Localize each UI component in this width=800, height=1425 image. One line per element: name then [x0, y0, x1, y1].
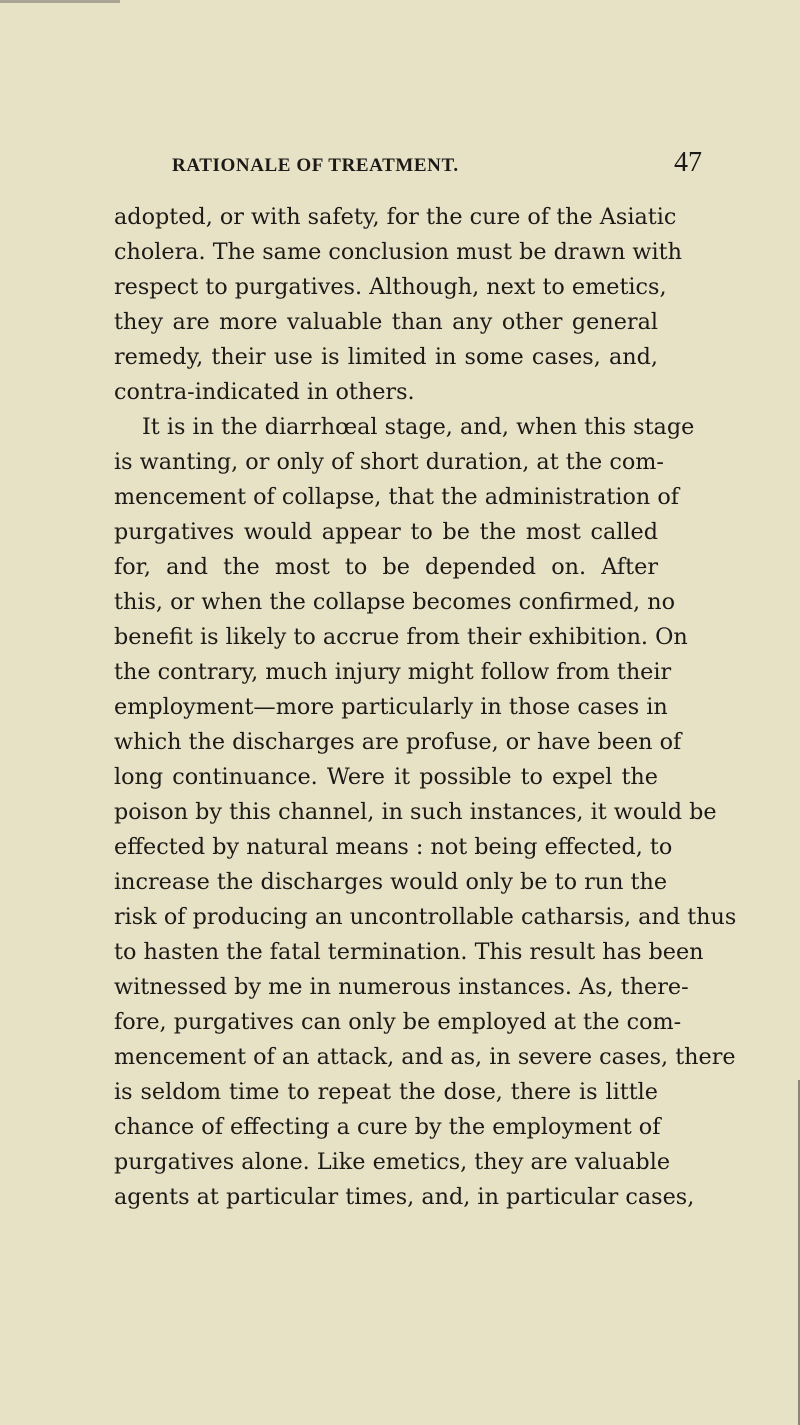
text-line: purgatives would appear to be the most called	[114, 519, 658, 545]
text-line: contra-indicated in others.	[114, 379, 415, 405]
text-line: agents at particular times, and, in particular cases,	[114, 1184, 695, 1210]
text-line: is wanting, or only of short duration, at the com-	[114, 449, 664, 475]
paragraph-2	[114, 410, 737, 1215]
text-line: benefit is likely to accrue from their exhibition. On	[114, 624, 688, 650]
text-line: cholera. The same conclusion must be drawn with	[114, 239, 682, 265]
text-line: adopted, or with safety, for the cure of the Asiatic	[114, 204, 677, 230]
text-line: to hasten the fatal termination. This result has been	[114, 939, 704, 965]
text-line: is seldom time to repeat the dose, there is little	[114, 1079, 658, 1105]
body-text	[114, 200, 737, 1215]
text-line: fore, purgatives can only be employed at the com-	[114, 1009, 682, 1035]
text-line: mencement of an attack, and as, in severe cases, there	[114, 1044, 736, 1070]
text-line: poison by this channel, in such instances, it would be	[114, 799, 717, 825]
text-line: chance of effecting a cure by the employment of	[114, 1114, 661, 1140]
text-line: this, or when the collapse becomes confirmed, no	[114, 589, 676, 615]
text-line: which the discharges are profuse, or have been of	[114, 729, 682, 755]
text-line: risk of producing an uncontrollable catharsis, and thus	[114, 904, 737, 930]
text-line: remedy, their use is limited in some cases, and,	[114, 344, 658, 370]
text-line: It is in the diarrhœal stage, and, when this stage	[142, 414, 695, 440]
text-line: increase the discharges would only be to run the	[114, 869, 668, 895]
text-line: respect to purgatives. Although, next to emetics,	[114, 274, 667, 300]
text-line: employment—more particularly in those cases in	[114, 694, 668, 720]
paragraph-1	[114, 200, 682, 410]
text-line: mencement of collapse, that the administration of	[114, 484, 680, 510]
text-line: the contrary, much injury might follow from their	[114, 659, 672, 685]
text-line: for, and the most to be depended on. After	[114, 554, 658, 580]
text-line: they are more valuable than any other general	[114, 309, 658, 335]
running-head	[172, 145, 702, 185]
text-line: effected by natural means : not being effected, to	[114, 834, 673, 860]
running-title: RATIONALE OF TREATMENT.	[172, 155, 459, 176]
text-line: purgatives alone. Like emetics, they are valuable	[114, 1149, 671, 1175]
text-line: long continuance. Were it possible to expel the	[114, 764, 658, 790]
page-number: 47	[674, 147, 702, 178]
page-edge-top	[0, 0, 120, 3]
text-line: witnessed by me in numerous instances. As, there-	[114, 974, 689, 1000]
